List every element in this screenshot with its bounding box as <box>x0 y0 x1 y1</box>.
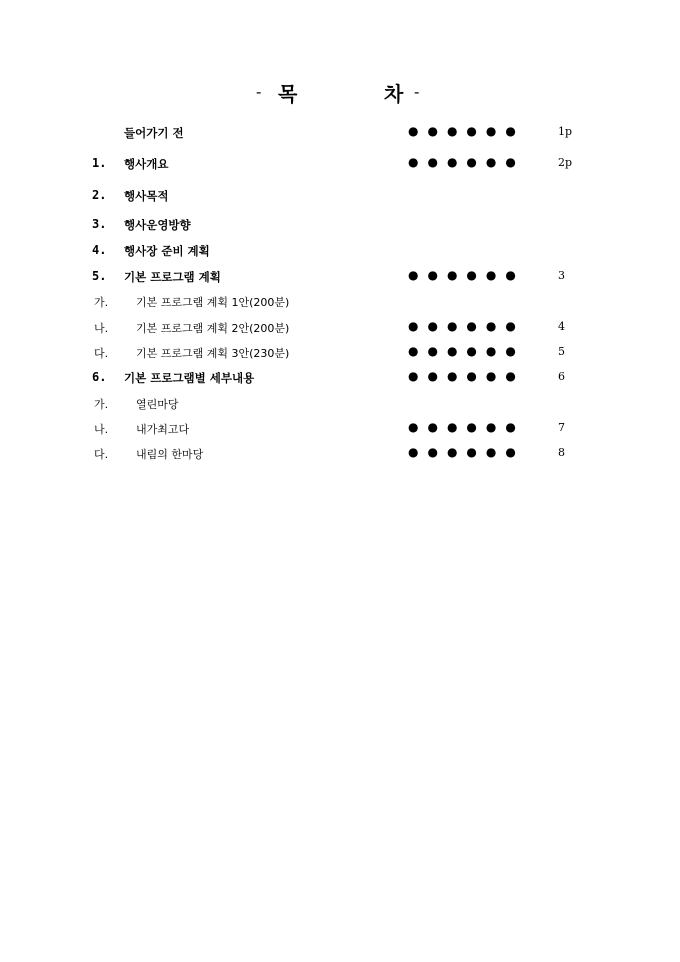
toc-page-number: 2p <box>558 156 573 169</box>
toc-number: 3. <box>92 217 107 231</box>
toc-label: 내림의 한마당 <box>136 448 204 461</box>
toc-label: 행사장 준비 계획 <box>124 244 210 258</box>
toc-number: 4. <box>92 243 107 257</box>
toc-number: 2. <box>92 188 107 202</box>
page-title <box>0 78 680 106</box>
toc-entry-6 <box>0 370 680 392</box>
toc-entry-4 <box>0 243 680 265</box>
toc-sub-number: 나. <box>94 423 109 436</box>
toc-page-number: 1p <box>558 125 573 138</box>
toc-label: 기본 프로그램 계획 <box>124 270 221 284</box>
toc-entry-2 <box>0 188 680 210</box>
toc-number: 1. <box>92 156 107 170</box>
toc-sub-number: 나. <box>94 322 109 335</box>
toc-label: 행사운영방향 <box>124 218 191 232</box>
toc-dots: ●●●●●● <box>408 445 525 459</box>
toc-page-number: 8 <box>558 446 565 459</box>
toc-number: 5. <box>92 269 107 283</box>
toc-entry-6-da <box>0 446 680 468</box>
title-char-cha: 차 <box>384 82 404 106</box>
toc-label: 열린마당 <box>136 398 179 411</box>
toc-label: 기본 프로그램 계획 1안(200분) <box>136 296 290 309</box>
toc-entry-5 <box>0 269 680 291</box>
toc-dots: ●●●●●● <box>408 420 525 434</box>
title-char-mok: 목 <box>278 82 298 106</box>
toc-entry-1 <box>0 156 680 178</box>
title-left-dash: - <box>256 82 262 101</box>
toc-label: 기본 프로그램 계획 3안(230분) <box>136 347 290 360</box>
toc-label: 기본 프로그램별 세부내용 <box>124 371 255 385</box>
toc-page-number: 6 <box>558 370 565 383</box>
toc-page-number: 5 <box>558 345 565 358</box>
toc-entry-5-da <box>0 345 680 367</box>
toc-label: 내가최고다 <box>136 423 190 436</box>
toc-label: 행사개요 <box>124 157 169 171</box>
toc-sub-number: 가. <box>94 398 109 411</box>
toc-entry-5-ga <box>0 294 680 316</box>
toc-dots: ●●●●●● <box>408 155 525 169</box>
toc-sub-number: 가. <box>94 296 109 309</box>
toc-number: 6. <box>92 370 107 384</box>
title-right-dash: - <box>414 82 420 101</box>
toc-entry-5-na <box>0 320 680 342</box>
toc-dots: ●●●●●● <box>408 344 525 358</box>
toc-page-number: 7 <box>558 421 565 434</box>
toc-sub-number: 다. <box>94 448 109 461</box>
toc-page-number: 4 <box>558 320 565 333</box>
toc-label: 들어가기 전 <box>124 126 184 140</box>
toc-entry-6-ga <box>0 396 680 418</box>
toc-dots: ●●●●●● <box>408 369 525 383</box>
toc-dots: ●●●●●● <box>408 124 525 138</box>
toc-entry-3 <box>0 217 680 239</box>
toc-dots: ●●●●●● <box>408 319 525 333</box>
toc-sub-number: 다. <box>94 347 109 360</box>
toc-label: 행사목적 <box>124 189 169 203</box>
toc-entry-6-na <box>0 421 680 443</box>
toc-dots: ●●●●●● <box>408 268 525 282</box>
toc-page-number: 3 <box>558 269 565 282</box>
toc-label: 기본 프로그램 계획 2안(200분) <box>136 322 290 335</box>
toc-entry-intro <box>0 125 680 147</box>
